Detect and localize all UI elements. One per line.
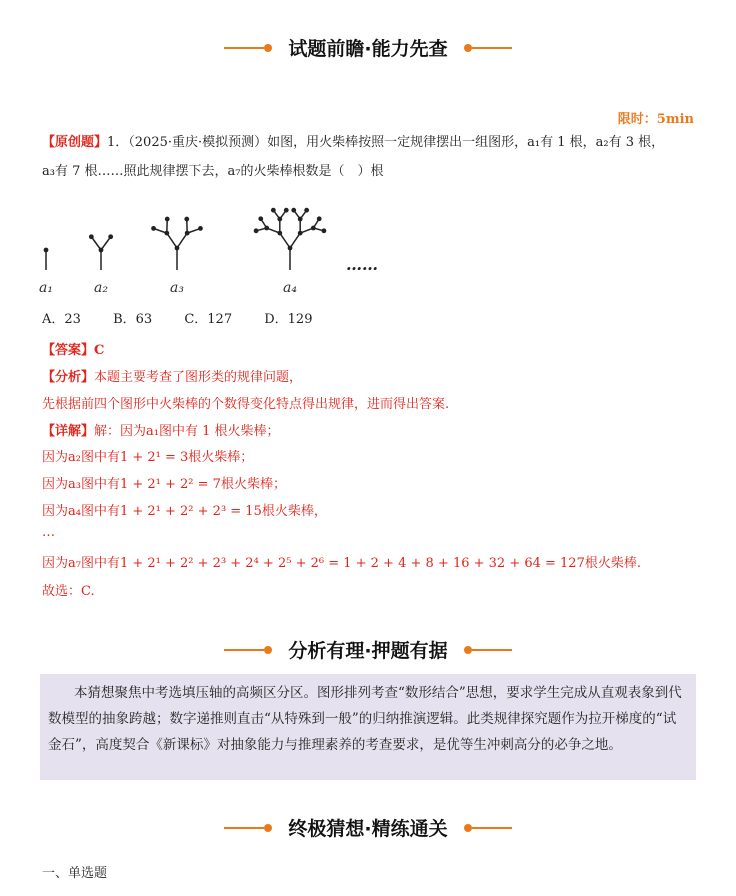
choice-b: B．63 [113,312,153,327]
section-title: 终极猜想·精练通关 [288,818,448,840]
detail-text-1: 解：因为a₁图中有 1 根火柴棒； [94,424,280,439]
question-line-1 [42,133,664,153]
section-heading-practice [0,814,736,841]
question-line-2: a₃有 7 根……照此规律摆下去，a₇的火柴棒根数是（ ）根 [42,164,384,179]
detail-line-1 [42,420,280,439]
heading-decoration-left [224,822,280,834]
figure-a3-stick [177,233,187,248]
choice-d: D．129 [264,312,313,327]
figure-label: a₁ [39,280,53,296]
analysis-box: 本猜想聚焦中考选填压轴的高频区分区。图形排列考查“数形结合”思想，要求学生完成从直观表象到代数模型的抽象跨越；数字递推则直击“从特殊到一般”的归纳推演逻辑。此类规律探究题作为拉开梯度的“试金石”，高度契合《新课标》对抽象能力与推理素养的考查要求，是优等生冲刺高分的必争之地。 [40,674,696,780]
figure-label: a₄ [283,280,297,296]
figure-a4-stick [280,233,290,248]
analysis-text-1: 本题主要考查了图形类的规律问题， [94,370,303,385]
detail-tag: 【详解】 [42,424,95,439]
figure-a3-head [165,217,170,222]
figure-a4-head [254,228,259,233]
heading-decoration-left [224,42,280,54]
answer-value: C [94,343,105,358]
figure-a3-stick [167,233,177,248]
question-tag: 【原创题】 [42,135,108,150]
heading-decoration-right [456,42,512,54]
section-heading-analysis [0,636,736,663]
time-limit: 限时：5min [617,112,694,127]
analysis-line-2: 先根据前四个图形中火柴棒的个数得变化特点得出规律，进而得出答案. [42,397,450,412]
section-heading-preview [0,34,736,61]
figure-a4-head [317,216,322,221]
subsection-label: 一、单选题 [42,866,108,881]
answer-choices [42,310,340,330]
figure-label: a₂ [94,280,108,296]
detail-line-2: 因为a₂图中有1 + 2¹ = 3根火柴棒； [42,450,254,465]
matchstick-figure [0,196,736,302]
figure-a3-head [198,226,203,231]
detail-line-3: 因为a₃图中有1 + 2¹ + 2² = 7根火柴棒； [42,477,286,492]
analysis-tag: 【分析】 [42,370,95,385]
figure-a2-head [108,234,113,239]
answer-tag: 【答案】 [42,343,95,358]
figure-a4-stick [290,233,300,248]
figure-a2-head [89,234,94,239]
figure-a4-head [271,208,276,213]
figure-a4-head [322,228,327,233]
figure-a3-head [184,217,189,222]
detail-line-5: … [42,525,55,540]
section-title: 分析有理·押题有据 [288,640,448,662]
figure-label: a₃ [170,280,184,296]
section-title: 试题前瞻·能力先查 [288,38,448,60]
figure-a4-head [291,208,296,213]
heading-decoration-right [456,644,512,656]
question-text-1: 1．（2025·重庆·模拟预测）如图，用火柴棒按照一定规律摆出一组图形，a₁有 1 根，a₂有 3 根， [107,135,665,150]
detail-line-7: 故选：C. [42,584,95,599]
figure-a4-head [258,216,263,221]
heading-decoration-right [456,822,512,834]
detail-line-4: 因为a₄图中有1 + 2¹ + 2² + 2³ = 15根火柴棒， [42,504,327,519]
answer-line [42,339,104,358]
figure-a2-stick [101,237,111,250]
detail-line-6: 因为a₇图中有1 + 2¹ + 2² + 2³ + 2⁴ + 2⁵ + 2⁶ = 1 + 2 + 4 + 8 + 16 + 32 + 64 = 127根火柴棒. [42,556,641,571]
heading-decoration-left [224,644,280,656]
figure-a4-head [304,208,309,213]
figure-a1-head [44,248,49,253]
choice-c: C．127 [184,312,233,327]
analysis-line-1 [42,366,302,385]
figure-a4-head [284,208,289,213]
figure-a2-stick [91,237,101,250]
figure-a3-head [151,226,156,231]
choice-a: A．23 [42,312,81,327]
figure-ellipsis: …… [346,255,378,274]
